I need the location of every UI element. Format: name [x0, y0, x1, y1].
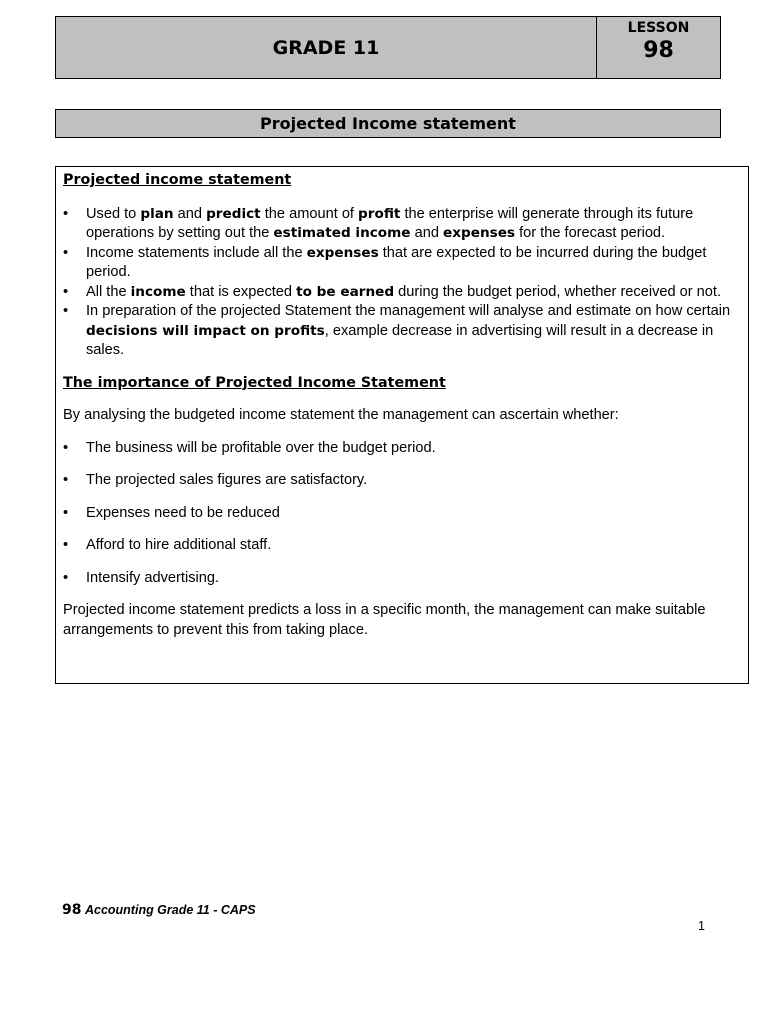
text-segment: and: [410, 225, 443, 241]
closing-paragraph: Projected income statement predicts a loss in a specific month, the management can make suitable arrangements to prevent this from taking place.: [63, 602, 706, 638]
lesson-header: [55, 16, 721, 79]
bold-term: expenses: [443, 225, 516, 241]
bold-term: decisions will impact on profits: [86, 322, 325, 339]
text-segment: Income statements include all the: [86, 244, 307, 261]
grade-label: GRADE 11: [272, 36, 380, 59]
footer-number: 98: [62, 902, 82, 918]
text-segment: the amount of: [260, 205, 359, 222]
lesson-number: 98: [643, 38, 674, 63]
importance-bullet-list: [63, 439, 741, 589]
bold-term: predict: [206, 205, 261, 222]
bold-term: income: [130, 283, 186, 300]
section-heading-importance: The importance of Projected Income Statement: [63, 374, 446, 391]
text-segment: and: [173, 205, 207, 222]
page-number: 1: [698, 919, 705, 933]
bullet-item: [63, 205, 741, 244]
bullet-item: • Intensify advertising.: [63, 569, 741, 589]
text-segment: that is expected: [185, 283, 297, 300]
bullet-item: • Expenses need to be reduced: [63, 504, 741, 524]
bold-term: to be earned: [296, 283, 395, 300]
section-heading-projected-income: Projected income statement: [63, 172, 292, 188]
bold-term: estimated income: [273, 225, 411, 241]
bullet-item: • The projected sales figures are satisfactory.: [63, 471, 741, 491]
footer: [62, 902, 256, 918]
text-segment: during the budget period, whether received or not.: [394, 283, 722, 300]
bold-term: plan: [140, 205, 174, 222]
importance-intro: By analysing the budgeted income statement the management can ascertain whether:: [63, 407, 619, 423]
text-segment: Used to: [86, 205, 141, 222]
text-segment: , example decrease in advertising will result in a decrease in sales.: [86, 322, 714, 358]
text-segment: the enterprise will generate through its future operations by setting out the: [86, 205, 694, 241]
lesson-label: LESSON: [627, 20, 690, 36]
text-segment: All the: [86, 283, 131, 300]
footer-text: Accounting Grade 11 - CAPS: [84, 903, 256, 917]
bullet-item: • The business will be profitable over the budget period.: [63, 439, 741, 459]
content-box: [55, 166, 749, 684]
bullet-item: [63, 244, 741, 283]
lesson-cell: [596, 17, 720, 78]
bold-term: expenses: [306, 244, 379, 261]
bullet-item: [63, 283, 741, 303]
text-segment: that are expected to be incurred during the budget period.: [86, 244, 707, 280]
bold-term: profit: [358, 205, 401, 222]
page-title: Projected Income statement: [55, 109, 721, 138]
projected-income-bullet-list: [63, 205, 741, 361]
bullet-item: • Afford to hire additional staff.: [63, 536, 741, 556]
bullet-item: [63, 302, 741, 361]
text-segment: for the forecast period.: [515, 225, 666, 241]
text-segment: In preparation of the projected Statement the management will analyse and estimate on how certain: [86, 303, 731, 319]
